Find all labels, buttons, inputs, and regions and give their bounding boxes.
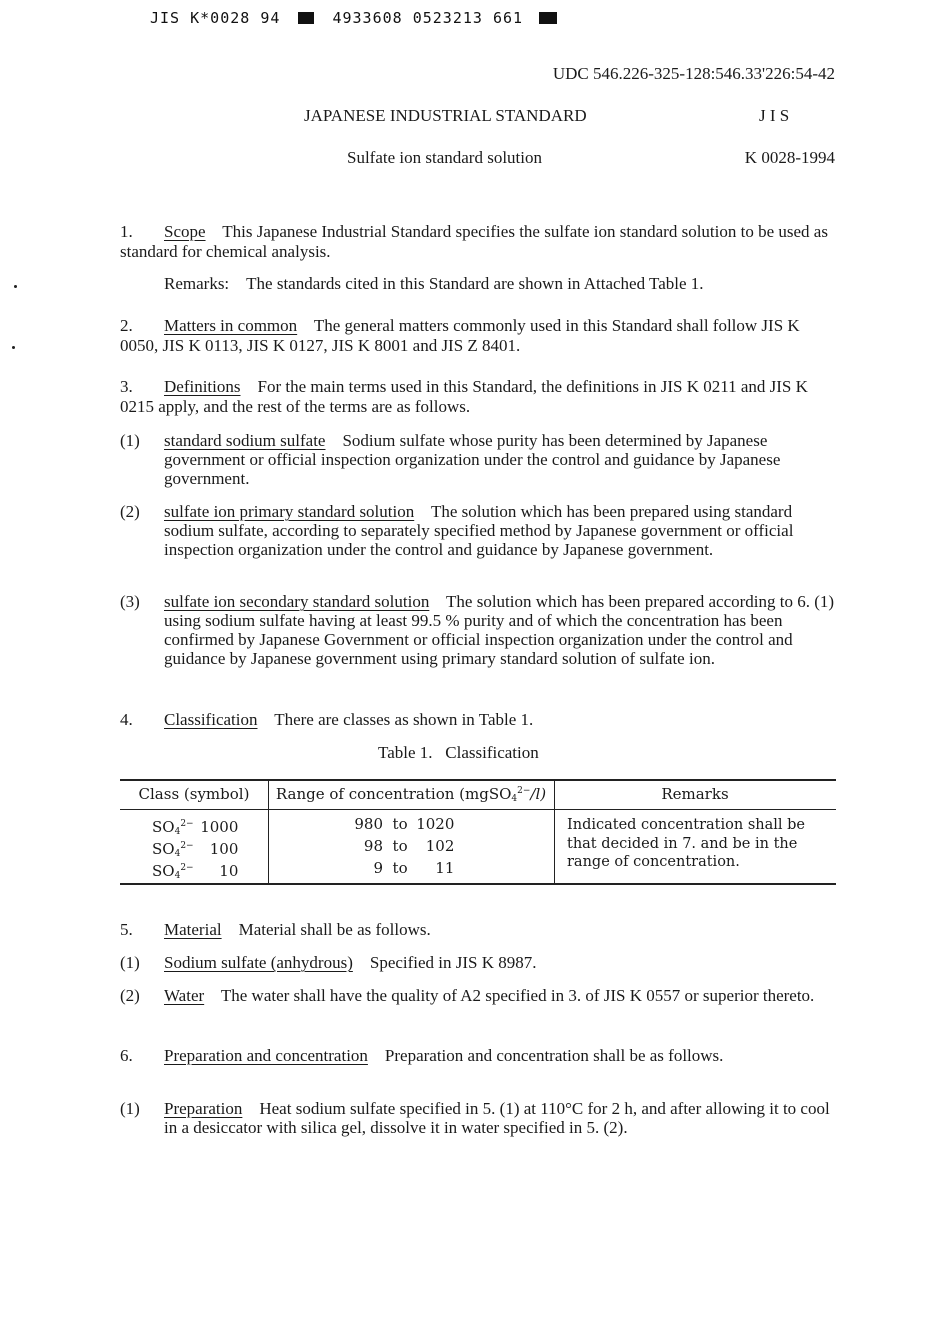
table-remarks-cell: Indicated concentration shall be that decided in 7. and be in the range of concentration. [567,817,805,870]
item-number: (3) [120,592,140,611]
definition-item [120,502,836,559]
item-text: Sodium sulfate whose purity has been determined by Japanese government or official inspection organization under the control and guidance by Japanese government. [164,431,781,488]
item-text: The water shall have the quality of A2 specified in 3. of JIS K 0557 or superior thereto. [220,986,815,1005]
table-rule [120,809,836,810]
stamp-code: JIS K*0028 94 [150,9,281,27]
margin-mark [12,346,15,349]
stamp-block [298,12,314,24]
section-heading: Preparation and concentration [164,1046,368,1065]
item-number: (1) [120,1099,140,1118]
item-number: (2) [120,986,140,1005]
header-class: Class (symbol) [138,785,250,803]
section-text: This Japanese Industrial Standard specifies the sulfate ion standard solution to be used as standard for chemical analysis. [120,222,828,261]
section-number: 5. [120,920,133,939]
udc-code: UDC 546.226-325-128:546.33'226:54-42 [552,64,835,83]
section-scope [120,222,836,261]
section-number: 2. [120,316,133,335]
item-term: Preparation [164,1099,243,1118]
section-text: Preparation and concentration shall be as follows. [384,1046,724,1065]
table-range-cell: 98 to 102 [363,837,455,855]
definition-item [120,431,836,488]
remarks [164,274,704,294]
section-heading: Material [164,920,222,939]
document-stamp [150,9,557,27]
preparation-item [120,1099,836,1137]
item-term: Sodium sulfate (anhydrous) [164,953,353,972]
table-rule [120,779,836,781]
section-matters-in-common [120,316,836,355]
remarks-text: The standards cited in this Standard are shown in Attached Table 1. [246,274,704,293]
standard-name: JAPANESE INDUSTRIAL STANDARD [304,106,587,125]
item-number: (2) [120,502,140,521]
section-preparation [120,1046,836,1066]
definition-item [120,592,836,668]
section-number: 6. [120,1046,133,1065]
section-heading: Scope [164,222,206,241]
section-number: 4. [120,710,133,729]
header-range: Range of concentration (mgSO$_4^{2-}$/l) [275,785,547,804]
document-title: Sulfate ion standard solution [347,148,543,167]
section-material [120,920,836,940]
section-text: The general matters commonly used in this Standard shall follow JIS K 0050, JIS K 0113, JIS K 0127, JIS K 8001 and JIS Z 8401. [120,316,800,355]
remarks-label: Remarks: [164,274,230,293]
item-text: Specified in JIS K 8987. [369,953,537,972]
item-text: The solution which has been prepared using standard sodium sulfate, according to separately specified method by Japanese government or official inspection organization under the control and guidance by Japanese government. [164,502,794,559]
header-remarks: Remarks [661,785,729,803]
table-range-cell: 980 to 1020 [354,815,455,833]
section-heading: Classification [164,710,258,729]
section-text: Material shall be as follows. [238,920,431,939]
standard-number: K 0028-1994 [744,148,835,167]
item-text: The solution which has been prepared according to 6. (1) using sodium sulfate having at least 99.5 % purity and of which the concentration has been confirmed by Japanese Government or official inspection organization under the control and guidance by Japanese government using primary standard solution of sulfate ion. [164,592,835,668]
section-definitions [120,377,836,416]
item-term: Water [164,986,205,1005]
item-term: sulfate ion primary standard solution [164,502,415,521]
table-row: $SO_4^{2-}$ 10 [152,862,239,881]
item-term: standard sodium sulfate [164,431,326,450]
table-range-cell: 9 to 11 [373,859,455,877]
material-item [120,986,836,1005]
table-caption: Table 1. Classification [378,743,539,762]
margin-mark [14,285,17,288]
item-number: (1) [120,431,140,450]
item-term: sulfate ion secondary standard solution [164,592,430,611]
table-row: $SO_4^{2-}$ 1000 [152,818,239,837]
material-item [120,953,836,972]
item-text: Heat sodium sulfate specified in 5. (1) at 110°C for 2 h, and after allowing it to cool in a desiccator with silica gel, dissolve it in water specified in 5. (2). [164,1099,830,1137]
section-text: For the main terms used in this Standard, the definitions in JIS K 0211 and JIS K 0215 apply, and the rest of the terms are as follows. [120,377,808,416]
section-number: 1. [120,222,133,241]
section-text: There are classes as shown in Table 1. [274,710,534,729]
section-heading: Matters in common [164,316,298,335]
jis-label: J I S [759,106,790,125]
stamp-block [539,12,557,24]
table-row: $SO_4^{2-}$ 100 [152,840,239,859]
section-number: 3. [120,377,133,396]
stamp-number: 4933608 0523213 661 [332,9,524,27]
section-classification [120,710,836,730]
section-heading: Definitions [164,377,241,396]
item-number: (1) [120,953,140,972]
